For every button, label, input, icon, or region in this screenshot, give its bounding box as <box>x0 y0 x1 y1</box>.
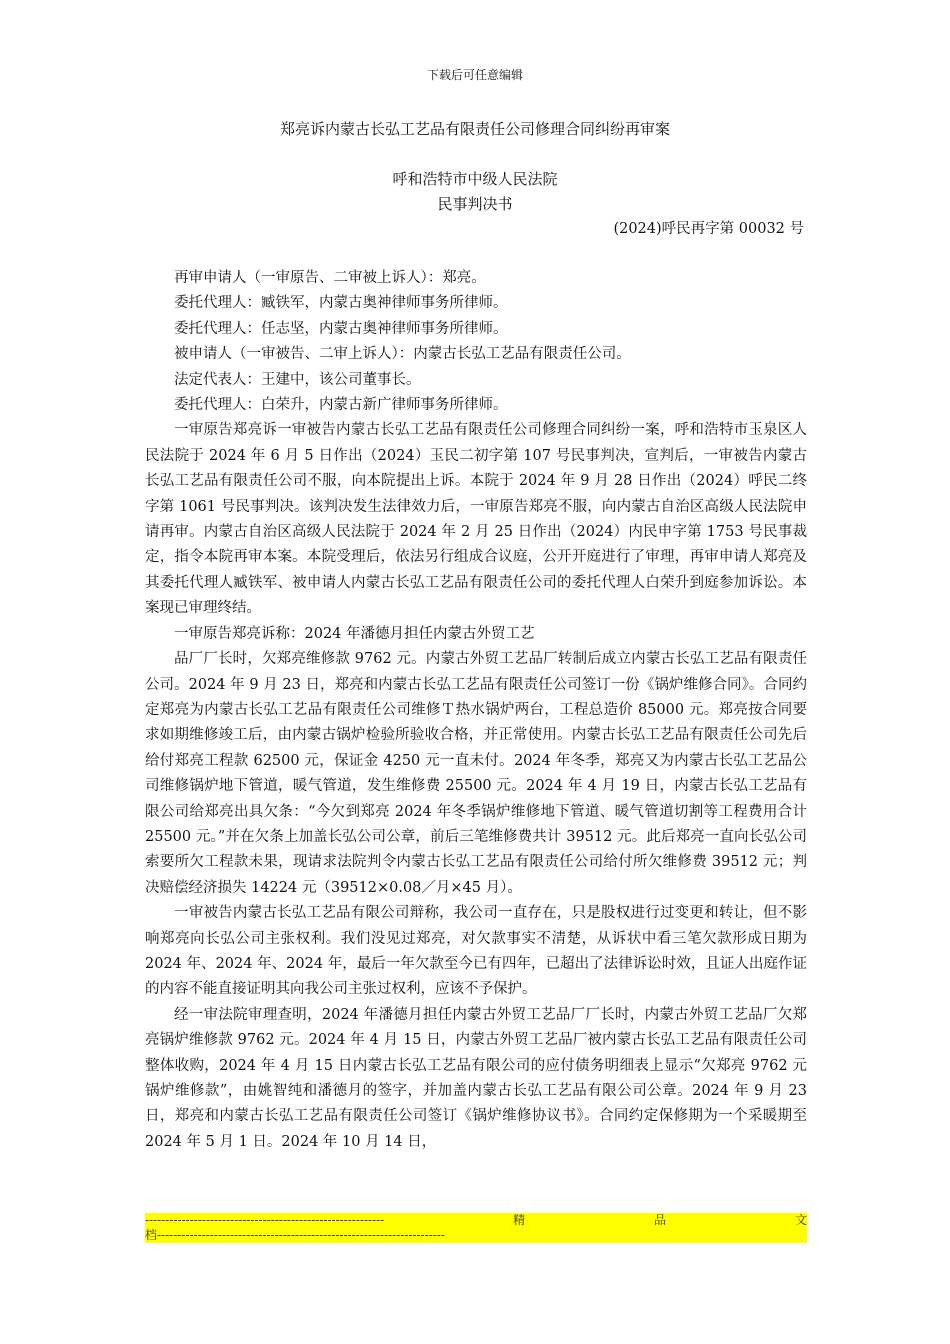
party-line: 委托代理人：白荣升，内蒙古新广律师事务所律师。 <box>174 397 508 414</box>
party-line: 再审申请人（一审原告、二审被上诉人）：郑亮。 <box>174 270 486 286</box>
party-line: 法定代表人：王建中，该公司董事长。 <box>174 371 421 388</box>
party-line: 委托代理人：任志坚，内蒙古奥神律师事务所律师。 <box>174 320 508 337</box>
footer-char: 文 <box>794 1213 807 1227</box>
footer-char: 精 <box>513 1213 526 1227</box>
procedural-history-paragraph: 一审原告郑亮诉一审被告内蒙古长弘工艺品有限责任公司修理合同纠纷一案，呼和浩特市玉泉区人民法院于 2024 年 6 月 5 日作出（2024）玉民二初字第 107 号民事判决，宣判后，一审被告内蒙古长弘工艺品有限责任公司不服，向本院提出上诉。本院于 2024 年 9 月 28 日作出（2024）呼民二终字第 1061 号民事判决。该判决发生法律效力后，一审原告郑亮不服，向内蒙古自治区高级人民法院申请再审。内蒙古自治区高级人民法院于 2024 年 2 月 25 日作出（2024）内民申字第 1753 号民事裁定，指令本院再审本案。本院受理后，依法另行组成合议庭，公开开庭进行了审理，再审申请人郑亮及其委托代理人臧铁军、被申请人内蒙古长弘工艺品有限责任公司的委托代理人白荣升到庭参加诉讼。本案现已审理终结。 <box>145 422 807 617</box>
judgment-body <box>145 266 807 1155</box>
footer-dashes: ----------------------------------------------------------- <box>145 1213 385 1227</box>
footer-watermark-bar <box>145 1213 807 1243</box>
footer-row-2: 档----------------------------------------------------------------------- <box>145 1228 445 1242</box>
document-type: 民事判决书 <box>437 195 513 213</box>
footer-char: 品 <box>654 1213 667 1227</box>
footer-row <box>145 1213 807 1228</box>
defendant-defense-paragraph: 一审被告内蒙古长弘工艺品有限公司辩称，我公司一直存在，只是股权进行过变更和转让，但不影响郑亮向长弘公司主张权利。我们没见过郑亮，对欠款事实不清楚，从诉状中看三笔欠款形成日期为 2024 年、2024 年、2024 年，最后一年欠款至今已有四年，已超出了法律诉讼时效，且证人出庭作证的内容不能直接证明其向我公司主张过权利，应该不予保护。 <box>145 905 807 998</box>
court-name: 呼和浩特市中级人民法院 <box>392 170 558 188</box>
party-line: 委托代理人：臧铁军，内蒙古奥神律师事务所律师。 <box>174 295 508 312</box>
party-line: 被申请人（一审被告、二审上诉人）：内蒙古长弘工艺品有限责任公司。 <box>174 346 631 363</box>
plaintiff-claim-paragraph: 品厂厂长时，欠郑亮维修款 9762 元。内蒙古外贸工艺品厂转制后成立内蒙古长弘工艺品有限责任公司。2024 年 9 月 23 日，郑亮和内蒙古长弘工艺品有限责任公司签订一份《锅炉维修合同》。合同约定郑亮为内蒙古长弘工艺品有限责任公司维修Ｔ热水锅炉两台，工程总造价 85000 元。郑亮按合同要求如期维修竣工后，由内蒙古锅炉检验所验收合格，并正常使用。内蒙古长弘工艺品有限责任公司先后给付郑亮工程款 62500 元，保证金 4250 元一直未付。2024 年冬季，郑亮又为内蒙古长弘工艺品公司维修锅炉地下管道，暖气管道，发生维修费 25500 元。2024 年 4 月 19 日，内蒙古长弘工艺品有限公司给郑亮出具欠条：“今欠到郑亮 2024 年冬季锅炉维修地下管道、暖气管道切割等工程费用合计 25500 元。”并在欠条上加盖长弘公司公章，前后三笔维修费共计 39512 元。此后郑亮一直向长弘公司索要所欠工程款未果，现请求法院判令内蒙古长弘工艺品有限责任公司给付所欠维修费 39512 元；判决赔偿经济损失 14224 元（39512×0.08／月×45 月）。 <box>145 651 807 896</box>
case-title: 郑亮诉内蒙古长弘工艺品有限责任公司修理合同纠纷再审案 <box>279 120 670 138</box>
findings-paragraph: 经一审法院审理查明，2024 年潘德月担任内蒙古外贸工艺品厂厂长时，内蒙古外贸工艺品厂欠郑亮锅炉维修款 9762 元。2024 年 4 月 15 日，内蒙古外贸工艺品厂被内蒙古长弘工艺品有限责任公司整体收购，2024 年 4 月 15 日内蒙古长弘工艺品有限公司的应付债务明细表上显示“欠郑亮 9762 元锅炉维修款”，由姚智纯和潘德月的签字，并加盖内蒙古长弘工艺品有限公司公章。2024 年 9 月 23 日，郑亮和内蒙古长弘工艺品有限责任公司签订《锅炉维修协议书》。合同约定保修期为一个采暖期至 2024 年 5 月 1 日。2024 年 10 月 14 日， <box>145 1006 807 1150</box>
header-note: 下载后可任意编辑 <box>426 68 523 82</box>
plaintiff-claim-intro: 一审原告郑亮诉称：2024 年潘德月担任内蒙古外贸工艺 <box>174 625 535 642</box>
case-number: (2024)呼民再字第 00032 号 <box>613 221 804 237</box>
